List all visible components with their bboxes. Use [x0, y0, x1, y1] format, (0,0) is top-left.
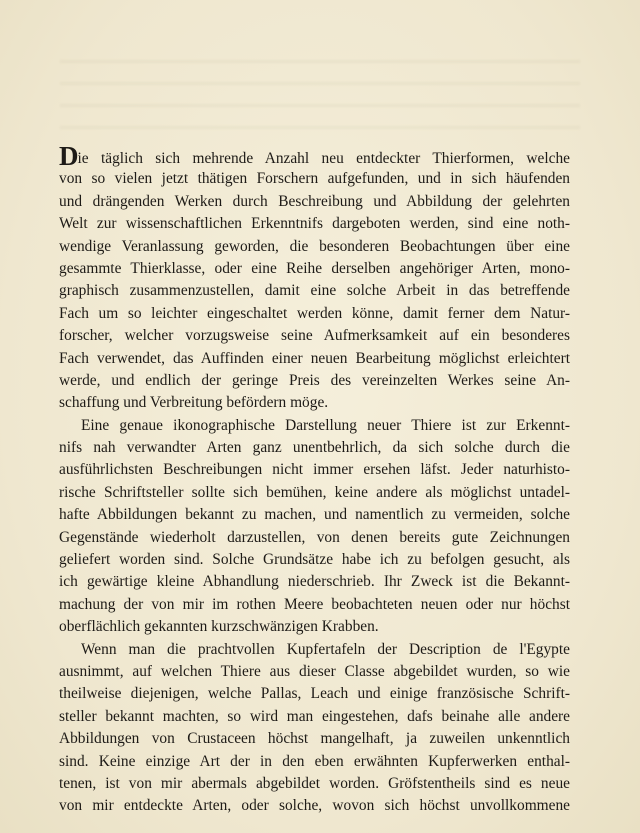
text-line: Abbildungen von Crustaceen höchst mangelhaft, ja zuweilen unkenntlich	[59, 730, 570, 748]
text-line: steller bekannt machten, so wird man eingestehen, dafs beinahe alle andere	[59, 707, 570, 725]
text-line: schaffung und Verbreitung befördern möge.	[59, 394, 329, 412]
text-line: forscher, welcher vorzugsweise seine Aufmerksamkeit auf ein besonderes	[59, 327, 570, 345]
body-text	[59, 141, 570, 818]
text-line: werde, und endlich der geringe Preis des vereinzelten Werkes seine An-	[59, 371, 570, 389]
text-line: geliefert worden sind. Solche Grundsätze habe ich zu befolgen gesucht, als	[59, 551, 570, 569]
text-line: wendige Veranlassung geworden, die besonderen Beobachtungen über eine	[59, 237, 570, 255]
text-line: hafte Abbildungen bekannt zu machen, und namentlich zu vermeiden, solche	[59, 506, 570, 524]
text-line: gesammte Thierklasse, oder eine Reihe derselben angehöriger Arten, mono-	[59, 259, 570, 277]
text-line: Welt zur wissenschaftlichen Erkenntnifs dargeboten werden, sind eine noth-	[59, 215, 570, 233]
bleed-through-shadow	[60, 60, 580, 140]
text-line: sind. Keine einzige Art der in den eben erwähnten Kupferwerken enthal-	[59, 752, 570, 770]
text-line: Fach verwendet, das Auffinden einer neuen Bearbeitung möglichst erleichtert	[59, 349, 570, 367]
text-line: tenen, ist von mir abermals abgebildet worden. Gröfstentheils sind es neue	[59, 774, 570, 792]
text-line: von so vielen jetzt thätigen Forschern aufgefunden, und in sich häufenden	[59, 170, 570, 188]
text-line: ausführlichsten Beschreibungen nicht immer ersehen läfst. Jeder naturhisto-	[59, 461, 570, 479]
text-line: Wenn man die prachtvollen Kupfertafeln der Description de l'Egypte	[81, 640, 570, 658]
text-line: ich gewärtige kleine Abhandlung niederschrieb. Ihr Zweck ist die Bekannt-	[59, 573, 570, 591]
text-line: Eine genaue ikonographische Darstellung neuer Thiere ist zur Erkennt-	[81, 416, 570, 434]
text-line: rische Schriftsteller sollte sich bemühen, keine andere als möglichst untadel-	[59, 483, 570, 501]
text-line: machung der von mir im rothen Meere beobachteten neuen oder nur höchst	[59, 595, 570, 613]
text-line: ausnimmt, auf welchen Thiere aus dieser Classe abgebildet wurden, so wie	[59, 662, 570, 680]
text-line: Fach um so leichter eingeschaltet werden könne, damit ferner dem Natur-	[59, 304, 570, 322]
text-line: theilweise diejenigen, welche Pallas, Leach und einige französische Schrift-	[59, 685, 570, 703]
text-line: und drängenden Werken durch Beschreibung und Abbildung der gelehrten	[59, 192, 570, 210]
text-line: Gegenstände wiederholt darzustellen, von denen bereits gute Zeichnungen	[59, 528, 570, 546]
text-line: von mir entdeckte Arten, oder solche, wovon sich höchst unvollkommene	[59, 797, 570, 815]
first-line-text: ie täglich sich mehrende Anzahl neu entdeckter Thierformen, welche	[77, 150, 570, 167]
text-line: oberflächlich gekannten kurzschwänzigen Krabben.	[59, 618, 379, 636]
text-line: graphisch zusammenzustellen, damit eine solche Arbeit in das betreffende	[59, 282, 570, 300]
text-line	[59, 141, 570, 171]
drop-capital: D	[59, 141, 78, 171]
text-line: nifs nah verwandter Arten ganz unentbehrlich, da sich solche durch die	[59, 439, 570, 457]
